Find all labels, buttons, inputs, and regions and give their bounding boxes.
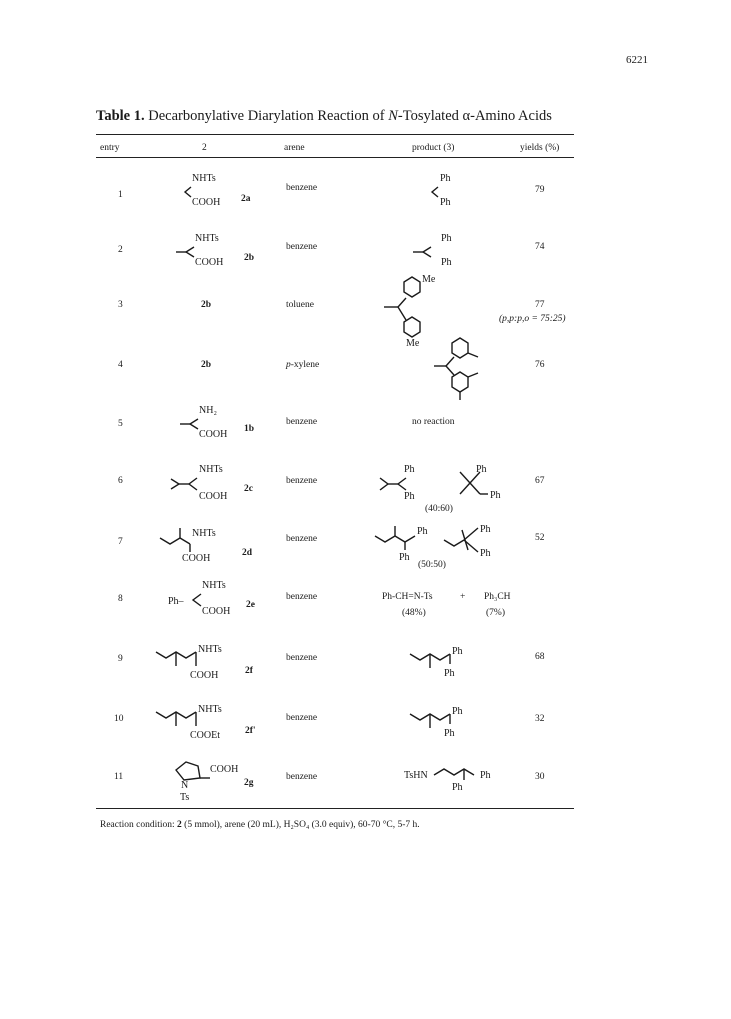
structure-2d (160, 522, 253, 566)
svg-text:Ph: Ph (480, 548, 491, 559)
svg-text:NHTs: NHTs (202, 580, 226, 591)
table-footnote: Reaction condition: 2 (5 mmol), arene (20 mL), H₂SO₄ (3.0 equiv), 60-70 °C, 5-7 h. (100, 820, 420, 830)
structure-2f (156, 642, 246, 686)
arene: benzene (286, 653, 318, 663)
table-header-rule (96, 157, 574, 158)
svg-text:COOH: COOH (192, 197, 221, 208)
svg-text:Me: Me (406, 338, 420, 349)
svg-text:Ph: Ph (452, 646, 463, 657)
yield: 74 (535, 242, 545, 252)
entry-number: 10 (114, 714, 124, 724)
arene: benzene (286, 417, 318, 427)
svg-text:Ph: Ph (480, 770, 491, 781)
entry-number: 9 (118, 654, 123, 664)
svg-text:Ph: Ph (404, 491, 415, 502)
product-structure (404, 758, 504, 802)
entry-number: 3 (118, 300, 123, 310)
page-number: 6221 (626, 54, 648, 66)
svg-text:COOEt: COOEt (190, 730, 220, 741)
entry-number: 5 (118, 419, 123, 429)
arene: benzene (286, 476, 318, 486)
entry-number: 4 (118, 360, 123, 370)
structure-2f-prime (156, 702, 246, 746)
svg-text:Ph: Ph (476, 464, 487, 475)
svg-text:Ph: Ph (399, 552, 410, 563)
svg-text:Ph: Ph (441, 257, 452, 268)
substrate-label: 2c (244, 484, 253, 494)
header-entry: entry (100, 143, 120, 153)
svg-text:Ph: Ph (490, 490, 501, 501)
svg-text:NHTs: NHTs (198, 704, 222, 715)
product-structure (410, 704, 480, 748)
product-structure-b (454, 462, 514, 506)
substrate-label: 2f' (245, 726, 256, 736)
percent-triphenylmethane: (7%) (486, 608, 505, 618)
product-triphenylmethane: Ph₃CH (484, 592, 511, 602)
svg-text:COOH: COOH (195, 257, 224, 268)
svg-text:Ph: Ph (452, 782, 463, 793)
yield: 79 (535, 185, 545, 195)
svg-text:Ph: Ph (452, 706, 463, 717)
substrate-label: 2a (241, 194, 251, 204)
yield: 67 (535, 476, 545, 486)
svg-text:NHTs: NHTs (192, 528, 216, 539)
table-top-rule (96, 134, 574, 135)
product-structure (420, 333, 500, 403)
svg-text:COOH: COOH (202, 606, 231, 617)
structure-2e (168, 578, 248, 622)
arene: benzene (286, 772, 318, 782)
entry-number: 11 (114, 772, 124, 782)
substrate-label: 2b (201, 300, 212, 310)
table-caption: Table 1. Decarbonylative Diarylation Reaction of N-Tosylated α-Amino Acids (96, 108, 552, 124)
product-structure-b (444, 520, 524, 564)
header-product: product (3) (412, 143, 455, 153)
svg-text:Ph: Ph (480, 524, 491, 535)
product-structure (410, 644, 480, 688)
isomer-ratio: (50:50) (418, 560, 446, 570)
arene: benzene (286, 183, 318, 193)
svg-text:NHTs: NHTs (192, 173, 216, 184)
product-imine: Ph-CH=N-Ts (382, 592, 433, 602)
structure-2a (176, 168, 246, 212)
svg-text:Ph: Ph (444, 668, 455, 679)
yield: 76 (535, 360, 545, 370)
svg-text:COOH: COOH (199, 429, 228, 440)
product-structure (413, 228, 463, 272)
isomer-ratio: (40:60) (425, 504, 453, 514)
isomer-ratio: (p,p:p,o = 75:25) (499, 314, 566, 324)
svg-text:Ph: Ph (440, 197, 451, 208)
yield: 30 (535, 772, 545, 782)
substrate-label: 2d (242, 548, 253, 558)
product-no-reaction: no reaction (412, 417, 455, 427)
svg-text:Me: Me (422, 274, 436, 285)
yield: 32 (535, 714, 545, 724)
svg-text:COOH: COOH (190, 670, 219, 681)
svg-text:COOH: COOH (210, 764, 239, 775)
svg-text:COOH: COOH (199, 491, 228, 502)
arene: benzene (286, 242, 318, 252)
yield: 77 (535, 300, 545, 310)
plus-sign: + (460, 592, 466, 602)
substrate-label: 1b (244, 424, 255, 434)
substrate-label: 2e (246, 600, 255, 610)
header-arene: arene (284, 143, 305, 153)
structure-2c (171, 462, 251, 506)
table-bottom-rule (96, 808, 574, 809)
svg-text:TsHN: TsHN (404, 770, 428, 781)
entry-number: 7 (118, 537, 123, 547)
arene: benzene (286, 534, 318, 544)
entry-number: 1 (118, 190, 123, 200)
yield: 52 (535, 533, 545, 543)
arene: p-xylene (286, 360, 320, 370)
svg-text:Ph–: Ph– (168, 596, 184, 607)
header-substrate: 2 (202, 143, 207, 153)
arene: benzene (286, 592, 318, 602)
entry-number: 6 (118, 476, 123, 486)
svg-text:NHTs: NHTs (195, 233, 219, 244)
entry-number: 2 (118, 245, 123, 255)
header-yields: yields (%) (520, 143, 560, 153)
substrate-label: 2b (201, 360, 212, 370)
yield: 68 (535, 652, 545, 662)
arene: benzene (286, 713, 318, 723)
svg-text:Ph: Ph (417, 526, 428, 537)
svg-text:N: N (181, 780, 189, 791)
arene: toluene (286, 300, 314, 310)
svg-text:NHTs: NHTs (198, 644, 222, 655)
svg-text:NH₂: NH₂ (199, 405, 217, 416)
structure-2b (176, 228, 246, 272)
product-structure (424, 168, 464, 212)
product-structure-a (380, 462, 440, 506)
svg-text:Ph: Ph (404, 464, 415, 475)
svg-text:Ph: Ph (444, 728, 455, 739)
structure-1b (180, 400, 250, 444)
substrate-label: 2f (245, 666, 253, 676)
svg-text:COOH: COOH (182, 553, 211, 564)
svg-text:Ts: Ts (180, 792, 190, 803)
svg-text:NHTs: NHTs (199, 464, 223, 475)
svg-text:Ph: Ph (441, 233, 452, 244)
percent-imine: (48%) (402, 608, 426, 618)
substrate-label: 2b (244, 253, 255, 263)
substrate-label: 2g (244, 778, 254, 788)
svg-text:Ph: Ph (440, 173, 451, 184)
entry-number: 8 (118, 594, 123, 604)
